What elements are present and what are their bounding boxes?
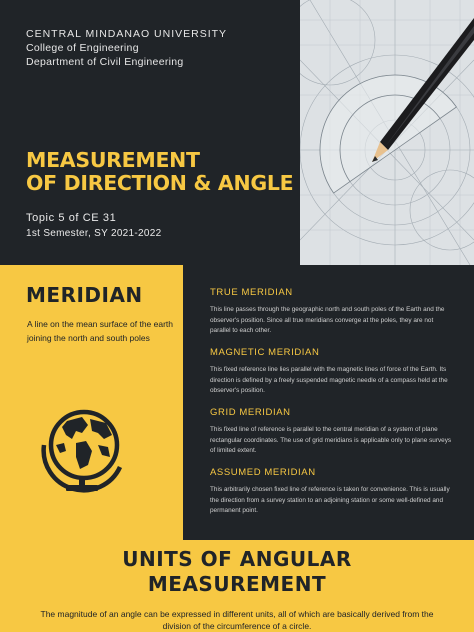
grid-meridian-text: This fixed line of reference is parallel to the central meridian of a system of plane rectangular coordinates. The use of grid meridians is applicable only to plane surveys of limited extent. xyxy=(210,426,452,454)
university-name: CENTRAL MINDANAO UNIVERSITY xyxy=(26,28,228,40)
assumed-meridian-text: This arbitrarily chosen fixed line of reference is taken for convenience. This is usually the direction from a survey station to an adjoining station or some well-defined and permanent point. xyxy=(210,486,450,514)
protractor-pencil-photo xyxy=(300,0,474,265)
true-meridian-item xyxy=(210,287,455,337)
college-name: College of Engineering xyxy=(26,42,139,54)
true-meridian-text: This line passes through the geographic north and south poles of the Earth and the observer's position. Since all true meridians converge at the poles, they are not parallel to each other. xyxy=(210,306,445,334)
magnetic-meridian-title: MAGNETIC MERIDIAN xyxy=(210,347,320,358)
meridian-definition: A line on the mean surface of the earth joining the north and south poles xyxy=(27,319,174,343)
topic-course: Topic 5 of CE 31 xyxy=(26,212,117,224)
title-line-1: MEASUREMENT xyxy=(26,148,200,172)
assumed-meridian-title: ASSUMED MERIDIAN xyxy=(210,467,316,478)
assumed-meridian-item xyxy=(210,467,455,517)
grid-meridian-item xyxy=(210,407,455,457)
topic-info xyxy=(26,210,161,242)
units-description: The magnitude of an angle can be expressed in different units, all of which are basically derived from the division of the circumference of a circle. xyxy=(40,609,434,631)
globe-icon xyxy=(32,395,132,495)
units-heading xyxy=(0,547,474,597)
magnetic-meridian-item xyxy=(210,347,455,397)
units-heading-line-2: MEASUREMENT xyxy=(147,572,327,596)
magnetic-meridian-text: This fixed reference line lies parallel with the magnetic lines of force of the Earth. Its direction is defined by a freely suspended magnetic needle of a compass held at the observer's position. xyxy=(210,366,448,394)
meridian-heading: MERIDIAN xyxy=(26,283,143,307)
topic-semester: 1st Semester, SY 2021-2022 xyxy=(26,228,162,239)
page-title xyxy=(26,149,293,195)
grid-meridian-title: GRID MERIDIAN xyxy=(210,407,291,418)
institution-block xyxy=(26,27,227,69)
true-meridian-title: TRUE MERIDIAN xyxy=(210,287,293,298)
units-heading-line-1: UNITS OF ANGULAR xyxy=(122,547,352,571)
department-name: Department of Civil Engineering xyxy=(26,56,184,68)
title-line-2: OF DIRECTION & ANGLE xyxy=(26,171,294,195)
